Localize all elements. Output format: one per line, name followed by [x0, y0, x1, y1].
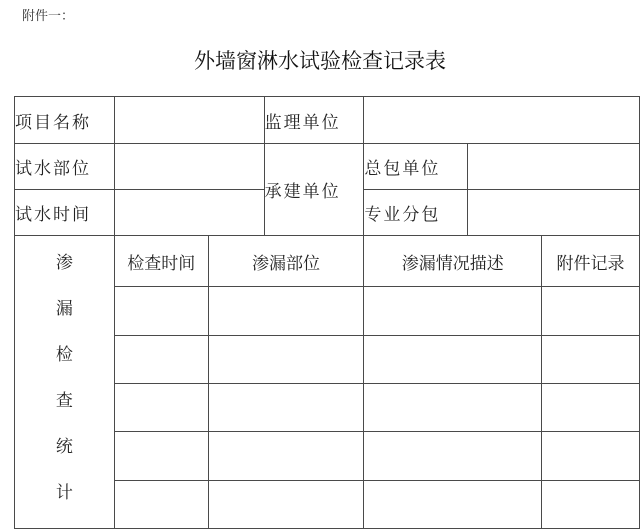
- general-contractor-value[interactable]: [468, 144, 640, 190]
- project-name-label: 项目名称: [15, 97, 115, 144]
- leak-location-cell[interactable]: [208, 335, 364, 383]
- leak-location-cell[interactable]: [208, 287, 364, 335]
- supervision-unit-label: 监理单位: [264, 97, 364, 144]
- col-header-leak-location: 渗漏部位: [208, 236, 364, 287]
- supervision-unit-value[interactable]: [364, 97, 640, 144]
- side-label-char: 检: [55, 345, 73, 365]
- inspection-time-cell[interactable]: [114, 432, 208, 480]
- leak-description-cell[interactable]: [364, 384, 542, 432]
- inspection-time-cell[interactable]: [114, 384, 208, 432]
- col-header-leak-description: 渗漏情况描述: [364, 236, 542, 287]
- specialty-subcontract-label: 专业分包: [364, 190, 468, 236]
- leak-description-cell[interactable]: [364, 480, 542, 528]
- attachment-record-cell[interactable]: [542, 432, 640, 480]
- project-name-value[interactable]: [114, 97, 264, 144]
- col-header-inspection-time: 检查时间: [114, 236, 208, 287]
- attachment-record-cell[interactable]: [542, 287, 640, 335]
- leak-description-cell[interactable]: [364, 335, 542, 383]
- leak-location-cell[interactable]: [208, 432, 364, 480]
- test-time-value[interactable]: [114, 190, 264, 236]
- test-area-value[interactable]: [114, 144, 264, 190]
- inspection-time-cell[interactable]: [114, 287, 208, 335]
- leak-description-cell[interactable]: [364, 432, 542, 480]
- attachment-record-cell[interactable]: [542, 335, 640, 383]
- side-label-char: 计: [55, 483, 73, 503]
- leak-location-cell[interactable]: [208, 384, 364, 432]
- side-label-char: 查: [55, 391, 73, 411]
- general-contractor-label: 总包单位: [364, 144, 468, 190]
- inspection-record-table: [14, 96, 640, 529]
- side-label-char: 漏: [55, 299, 73, 319]
- side-label-char: 渗: [55, 253, 73, 273]
- attachment-record-cell[interactable]: [542, 480, 640, 528]
- specialty-subcontract-value[interactable]: [468, 190, 640, 236]
- inspection-time-cell[interactable]: [114, 480, 208, 528]
- leakage-inspection-side-label: [15, 236, 115, 529]
- construction-unit-label: 承建单位: [264, 144, 364, 236]
- test-area-label: 试水部位: [15, 144, 115, 190]
- test-time-label: 试水时间: [15, 190, 115, 236]
- attachment-record-cell[interactable]: [542, 384, 640, 432]
- col-header-attachment-record: 附件记录: [542, 236, 640, 287]
- leak-description-cell[interactable]: [364, 287, 542, 335]
- side-label-char: 统: [55, 437, 73, 457]
- leak-location-cell[interactable]: [208, 480, 364, 528]
- form-title: 外墙窗淋水试验检查记录表: [194, 49, 446, 73]
- inspection-time-cell[interactable]: [114, 335, 208, 383]
- annex-label: 附件一：: [22, 9, 75, 24]
